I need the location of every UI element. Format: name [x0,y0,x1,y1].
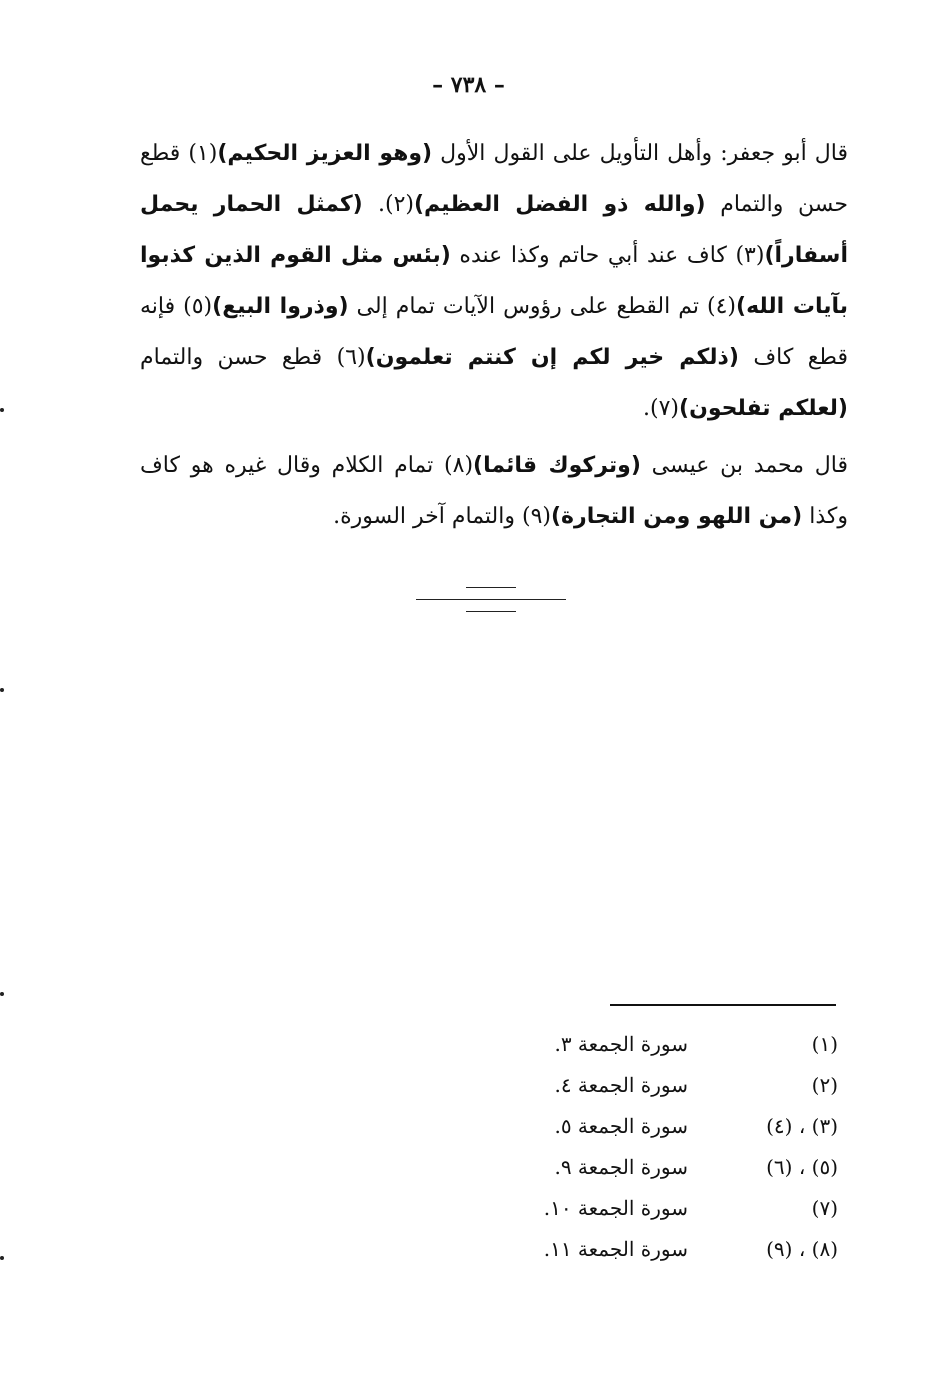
footnotes [520,1024,838,1270]
text-segment: (٤) تم القطع على رؤوس الآيات تمام إلى [348,294,737,319]
section-divider-bottom [466,611,516,612]
text-segment: (٨) تمام الكلام وقال غيره هو كاف وكذا [140,453,848,529]
scan-mark [0,688,4,692]
footnote-number: (٨) ، (٩) [766,1237,838,1261]
footnote-row [520,1229,838,1270]
text-segment: قال أبو جعفر: وأهل التأويل على القول الأول [432,141,848,166]
paragraph [140,128,848,434]
footnote-row [520,1024,838,1065]
main-text [140,128,848,542]
quran-quote: (وتركوك قائما) [473,453,641,478]
scan-mark [0,992,4,996]
section-divider-top [466,587,516,588]
scan-mark [0,408,4,412]
quran-quote: (ذلكم خير لكم إن كنتم تعلمون) [365,345,739,370]
paragraph [140,440,848,542]
text-segment: (٩) والتمام آخر السورة. [333,504,551,529]
quran-quote: (لعلكم تفلحون) [679,396,848,421]
quran-quote: (كمثل الحمار يحمل أسفاراً) [140,192,848,268]
text-segment: (٧). [643,396,680,421]
text-segment: (٦) قطع حسن والتمام [140,345,366,370]
text-segment: (٣) كاف عند أبي حاتم وكذا عنده [450,243,765,268]
quran-quote: (من اللهو ومن التجارة) [550,504,803,529]
footnote-row [520,1065,838,1106]
quran-quote: (وذروا البيع) [212,294,349,319]
text-segment: (١) قطع حسن والتمام [140,141,849,217]
quran-quote: (والله ذو الفضل العظيم) [413,192,706,217]
footnote-row [520,1188,838,1229]
footnote-reference: سورة الجمعة ٩. [554,1155,688,1179]
page-number: – ٧٣٨ – [432,72,505,98]
scan-mark [0,1256,4,1260]
footnote-reference: سورة الجمعة ٤. [554,1073,688,1097]
section-divider-middle [416,599,566,600]
footnote-reference: سورة الجمعة ٣. [554,1032,688,1056]
footnote-row [520,1147,838,1188]
footnote-number: (٢) [811,1073,838,1097]
footnote-reference: سورة الجمعة ١١. [543,1237,688,1261]
footnote-number: (١) [811,1032,838,1056]
footnote-separator [610,1004,836,1006]
text-segment: قال محمد بن عيسى [640,453,849,478]
quran-quote: (بئس مثل القوم الذين كذبوا بآيات الله) [140,243,849,319]
text-segment: (٥) فإنه قطع كاف [140,294,848,370]
text-segment: (٢). [377,192,414,217]
footnote-reference: سورة الجمعة ٥. [554,1114,688,1138]
quran-quote: (وهو العزيز الحكيم) [217,141,433,166]
footnote-number: (٣) ، (٤) [766,1114,838,1138]
footnote-row [520,1106,838,1147]
footnote-reference: سورة الجمعة ١٠. [543,1196,688,1220]
footnote-number: (٧) [811,1196,838,1220]
footnote-number: (٥) ، (٦) [766,1155,838,1179]
